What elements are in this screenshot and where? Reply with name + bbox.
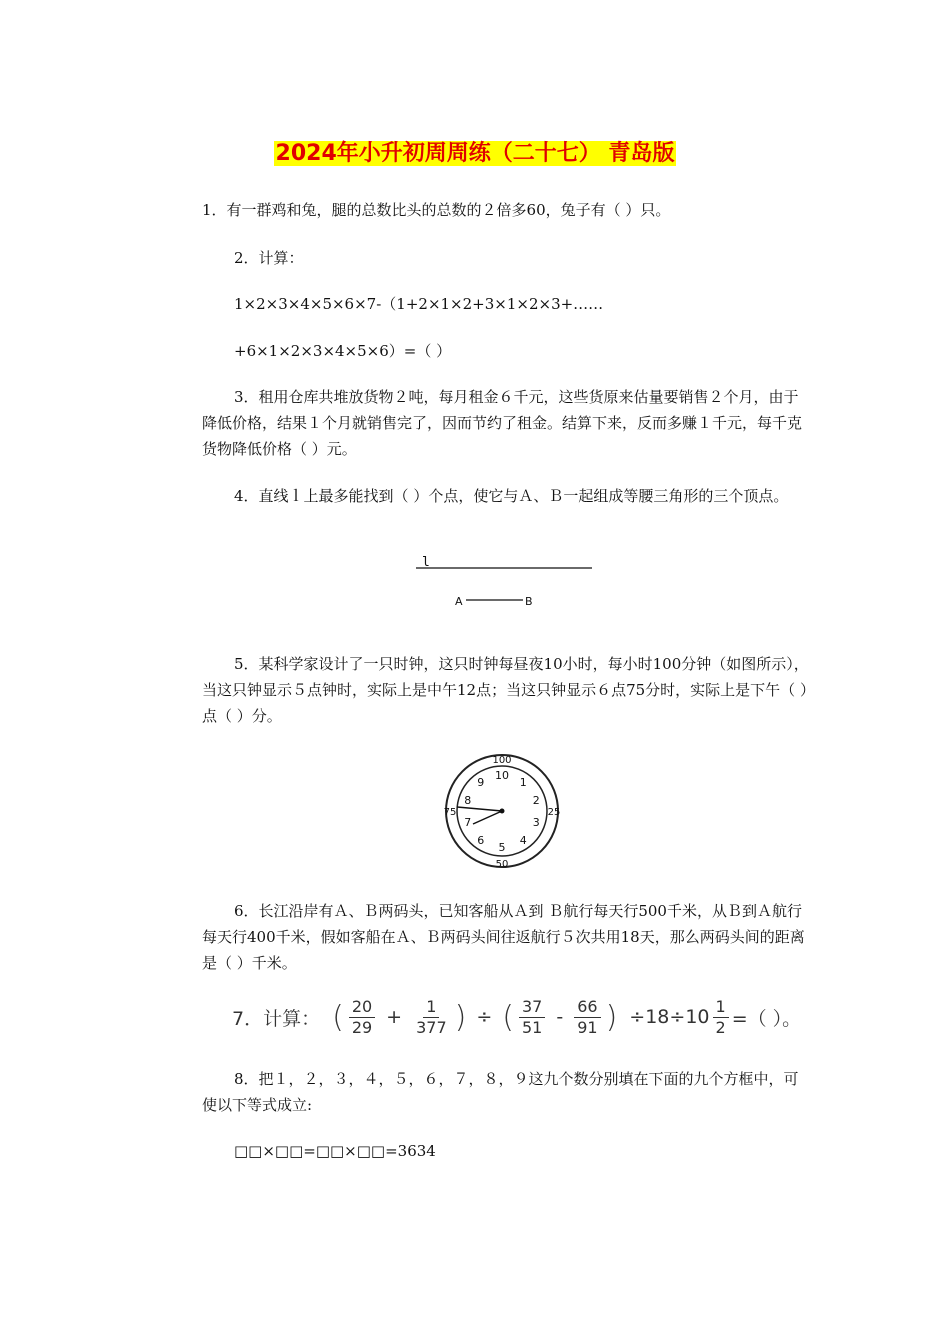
clock-figure bbox=[443, 752, 561, 870]
question-2-line1: 1×2×3×4×5×6×7-（1+2×1×2+3×1×2×3+…… bbox=[234, 295, 604, 313]
question-1: 1．有一群鸡和兔，腿的总数比头的总数的２倍多60，兔子有（ ）只。 bbox=[202, 201, 671, 219]
q7-fraction-2: $\frac{1}{377}$ bbox=[416, 996, 447, 1037]
question-7: 7．计算： ( $\frac{20}{29}$ + $\frac{1}{377}$ ) ÷ ( $\frac{37}{51}$ - $\frac{66}{91}$ ) ÷18÷10 $\frac{1}{2}$ =（ ）。 bbox=[232, 996, 802, 1037]
clock-outer-numeral: 100 bbox=[492, 755, 512, 766]
question-8-equation: □□×□□=□□×□□=3634 bbox=[234, 1142, 436, 1160]
question-8: 8．把１，２，３，４，５，６，７，８，９这九个数分别填在下面的九个方框中，可使以下等式成立: bbox=[202, 1070, 799, 1114]
clock-inner-numeral: 6 bbox=[477, 834, 485, 848]
q7-fraction-1: $\frac{20}{29}$ bbox=[349, 997, 375, 1038]
q7-fraction-4: $\frac{66}{91}$ bbox=[574, 997, 600, 1038]
question-2-line2: +6×1×2×3×4×5×6）=（ ） bbox=[234, 342, 452, 360]
clock-inner-numeral: 3 bbox=[532, 816, 540, 830]
clock-outer-numeral: 50 bbox=[495, 859, 509, 870]
clock-minute-hand bbox=[457, 807, 502, 811]
clock-inner-numeral: 4 bbox=[519, 834, 527, 848]
question-2-head: 2．计算： bbox=[234, 249, 304, 267]
question-3: 3．租用仓库共堆放货物２吨，每月租金６千元，这些货原来估量要销售２个月，由于降低价格，结果１个月就销售完了，因而节约了租金。结算下来，反而多赚１千元，每千克货物降低价格（ ）元。 bbox=[202, 388, 803, 458]
question-4: 4．直线ｌ上最多能找到（ ）个点，使它与Ａ、Ｂ一起组成等腰三角形的三个顶点。 bbox=[234, 487, 789, 505]
clock-inner-numeral: 8 bbox=[464, 793, 472, 807]
q7-fraction-3: $\frac{37}{51}$ bbox=[519, 997, 545, 1038]
page-title: 2024年小升初周周练（二十七） 青岛版 bbox=[275, 141, 675, 166]
q7-fraction-5: $\frac{1}{2}$ bbox=[713, 997, 729, 1038]
point-a-label: A bbox=[455, 595, 463, 608]
clock-inner-numeral: 5 bbox=[498, 841, 506, 854]
clock-inner-numeral: 9 bbox=[477, 775, 485, 789]
clock-hour-hand bbox=[473, 811, 502, 824]
q7-label: 7．计算： bbox=[232, 1007, 321, 1030]
clock-outer-numeral: 25 bbox=[547, 807, 561, 818]
clock-inner-numeral: 2 bbox=[532, 793, 540, 807]
question-6: 6．长江沿岸有Ａ、Ｂ两码头，已知客船从Ａ到 Ｂ航行每天行500千米，从Ｂ到Ａ航行每天行400千米，假如客船在Ａ、Ｂ两码头间往返航行５次共用18天，那么两码头间的距离是（ ）千米。 bbox=[202, 902, 805, 972]
clock-inner-numeral: 1 bbox=[519, 775, 527, 789]
question-5: 5．某科学家设计了一只时钟，这只时钟每昼夜10小时，每小时100分钟（如图所示），当这只钟显示５点钟时，实际上是中午12点；当这只钟显示６点75分时，实际上是下午（ ）点（ ）分。 bbox=[202, 655, 809, 725]
clock-outer-numeral: 75 bbox=[443, 807, 457, 818]
clock-center bbox=[500, 809, 505, 814]
clock-inner-numeral: 10 bbox=[495, 769, 509, 782]
line-l-label: l bbox=[422, 555, 430, 570]
clock-inner-numeral: 7 bbox=[464, 816, 472, 830]
point-b-label: B bbox=[525, 595, 533, 608]
line-segment-figure bbox=[410, 550, 600, 610]
